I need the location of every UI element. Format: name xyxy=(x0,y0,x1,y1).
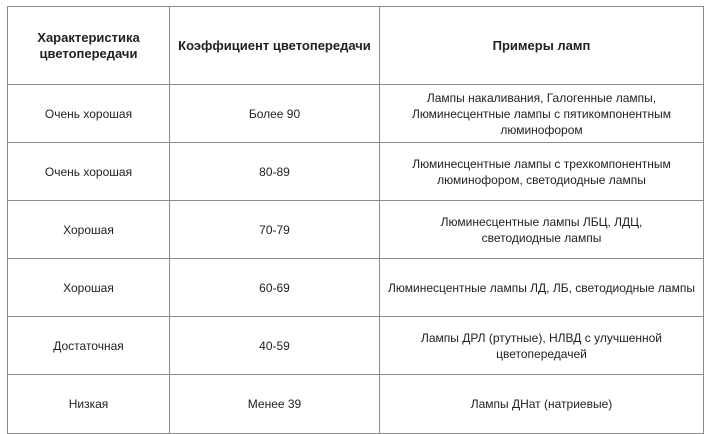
cell-lamp-examples: Лампы ДРЛ (ртутные), НЛВД с улучшенной цветопередачей xyxy=(380,317,704,375)
cell-characteristic: Хорошая xyxy=(8,259,170,317)
cell-lamp-examples: Лампы накаливания, Галогенные лампы, Люминесцентные лампы с пятикомпонентным люминофором xyxy=(380,85,704,143)
table-row xyxy=(8,317,704,375)
header-row xyxy=(8,7,704,85)
header-characteristic: Характеристика цветопередачи xyxy=(8,7,170,85)
cell-lamp-examples: Лампы ДНат (натриевые) xyxy=(380,375,704,434)
cell-coefficient: 80-89 xyxy=(170,143,380,201)
cell-coefficient: Более 90 xyxy=(170,85,380,143)
table-row xyxy=(8,143,704,201)
table-row xyxy=(8,259,704,317)
cell-coefficient: 60-69 xyxy=(170,259,380,317)
cell-lamp-examples: Люминесцентные лампы с трехкомпонентным люминофором, светодиодные лампы xyxy=(380,143,704,201)
cell-coefficient: 70-79 xyxy=(170,201,380,259)
cell-characteristic: Очень хорошая xyxy=(8,85,170,143)
header-lamp-examples: Примеры ламп xyxy=(380,7,704,85)
cell-coefficient: 40-59 xyxy=(170,317,380,375)
table-row xyxy=(8,201,704,259)
cell-coefficient: Менее 39 xyxy=(170,375,380,434)
table-body xyxy=(8,85,704,434)
cell-characteristic: Низкая xyxy=(8,375,170,434)
table-header xyxy=(8,7,704,85)
color-rendering-table xyxy=(7,6,704,434)
table-row xyxy=(8,85,704,143)
cell-lamp-examples: Люминесцентные лампы ЛБЦ, ЛДЦ, светодиодные лампы xyxy=(380,201,704,259)
cell-characteristic: Очень хорошая xyxy=(8,143,170,201)
table-row xyxy=(8,375,704,434)
header-coefficient: Коэффициент цветопередачи xyxy=(170,7,380,85)
cell-characteristic: Хорошая xyxy=(8,201,170,259)
cell-characteristic: Достаточная xyxy=(8,317,170,375)
cell-lamp-examples: Люминесцентные лампы ЛД, ЛБ, светодиодные лампы xyxy=(380,259,704,317)
